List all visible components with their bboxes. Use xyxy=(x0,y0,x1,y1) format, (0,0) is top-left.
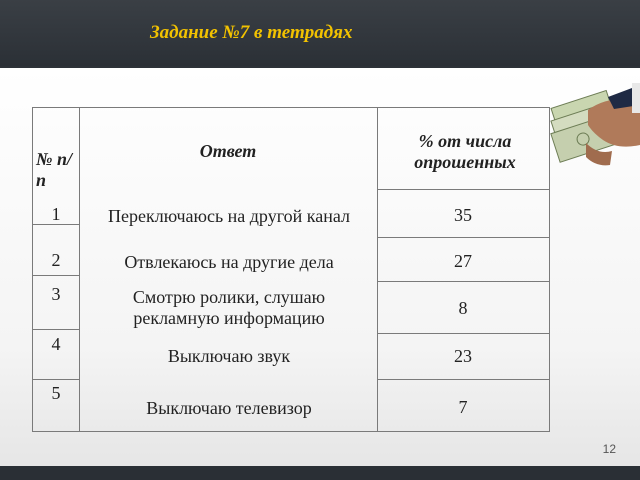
row-5-percent: 7 xyxy=(458,397,468,417)
header-answer: Ответ xyxy=(199,141,257,161)
page-number: 12 xyxy=(602,442,616,456)
row-2-answer: Отвлекаюсь на другие дела xyxy=(124,252,334,272)
row-4-answer: Выключаю звук xyxy=(167,346,291,366)
header-num: № п/п xyxy=(36,149,72,190)
slide-title: Задание №7 в тетрадях xyxy=(150,22,353,43)
row-5-answer: Выключаю телевизор xyxy=(146,398,312,418)
row-2-num: 2 xyxy=(51,250,61,270)
row-3-answer: Смотрю ролики, слушаю рекламную информацию xyxy=(132,287,326,328)
row-4-num: 4 xyxy=(51,334,61,354)
row-2-percent: 27 xyxy=(454,251,472,271)
row-3-percent: 8 xyxy=(458,298,468,318)
row-5-num: 5 xyxy=(51,383,61,403)
row-3-num: 3 xyxy=(51,284,61,304)
row-1-percent: 35 xyxy=(454,205,472,225)
row-1-answer: Переключаюсь на другой канал xyxy=(108,206,350,226)
survey-table xyxy=(32,107,550,432)
hand-with-money-icon xyxy=(548,75,640,185)
slide-footer xyxy=(0,466,640,480)
header-percent: % от числа опрошенных xyxy=(414,131,516,172)
row-1-num: 1 xyxy=(51,204,61,224)
row-4-percent: 23 xyxy=(454,346,472,366)
